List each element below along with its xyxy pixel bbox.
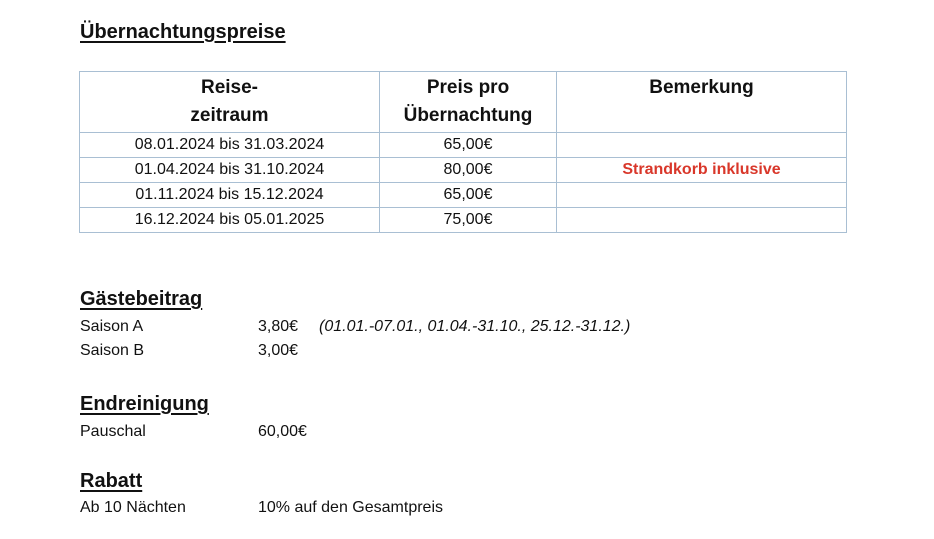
period-cell: 08.01.2024 bis 31.03.2024 — [80, 133, 380, 158]
guest-fee-heading: Gästebeitrag — [80, 288, 203, 310]
guest-fee-value: 3,80€ — [258, 318, 299, 335]
column-header-line: Preis pro — [426, 77, 510, 98]
price-cell: 65,00€ — [380, 133, 557, 158]
cleaning-value: 60,00€ — [258, 423, 307, 440]
column-header-line: Bemerkung — [649, 77, 754, 98]
period-cell: 01.11.2024 bis 15.12.2024 — [80, 183, 380, 208]
price-table — [79, 71, 847, 233]
remark-cell — [557, 133, 847, 158]
cleaning-label: Pauschal — [80, 423, 146, 440]
remark-cell: Strandkorb inklusive — [557, 158, 847, 183]
column-header-line: Übernachtung — [403, 105, 533, 126]
discount-heading: Rabatt — [80, 470, 143, 492]
column-header-price — [380, 72, 557, 133]
table-row — [80, 208, 847, 233]
price-cell: 65,00€ — [380, 183, 557, 208]
guest-fee-label: Saison B — [80, 342, 145, 359]
remark-cell — [557, 183, 847, 208]
column-header-remark — [557, 72, 847, 133]
discount-label: Ab 10 Nächten — [80, 499, 186, 516]
column-header-period — [80, 72, 380, 133]
guest-fee-value: 3,00€ — [258, 342, 299, 359]
cleaning-heading: Endreinigung — [80, 393, 209, 415]
period-cell: 16.12.2024 bis 05.01.2025 — [80, 208, 380, 233]
discount-value: 10% auf den Gesamtpreis — [258, 499, 443, 516]
guest-fee-label: Saison A — [80, 318, 144, 335]
remark-cell — [557, 208, 847, 233]
column-header-line: zeitraum — [190, 105, 269, 126]
table-header-row — [80, 72, 847, 133]
price-cell: 80,00€ — [380, 158, 557, 183]
guest-fee-note: (01.01.-07.01., 01.04.-31.10., 25.12.-31.12.) — [319, 318, 631, 335]
period-cell: 01.04.2024 bis 31.10.2024 — [80, 158, 380, 183]
price-cell: 75,00€ — [380, 208, 557, 233]
table-row — [80, 183, 847, 208]
table-row — [80, 158, 847, 183]
prices-heading: Übernachtungspreise — [80, 21, 286, 43]
column-header-line: Reise- — [200, 77, 259, 98]
table-row — [80, 133, 847, 158]
